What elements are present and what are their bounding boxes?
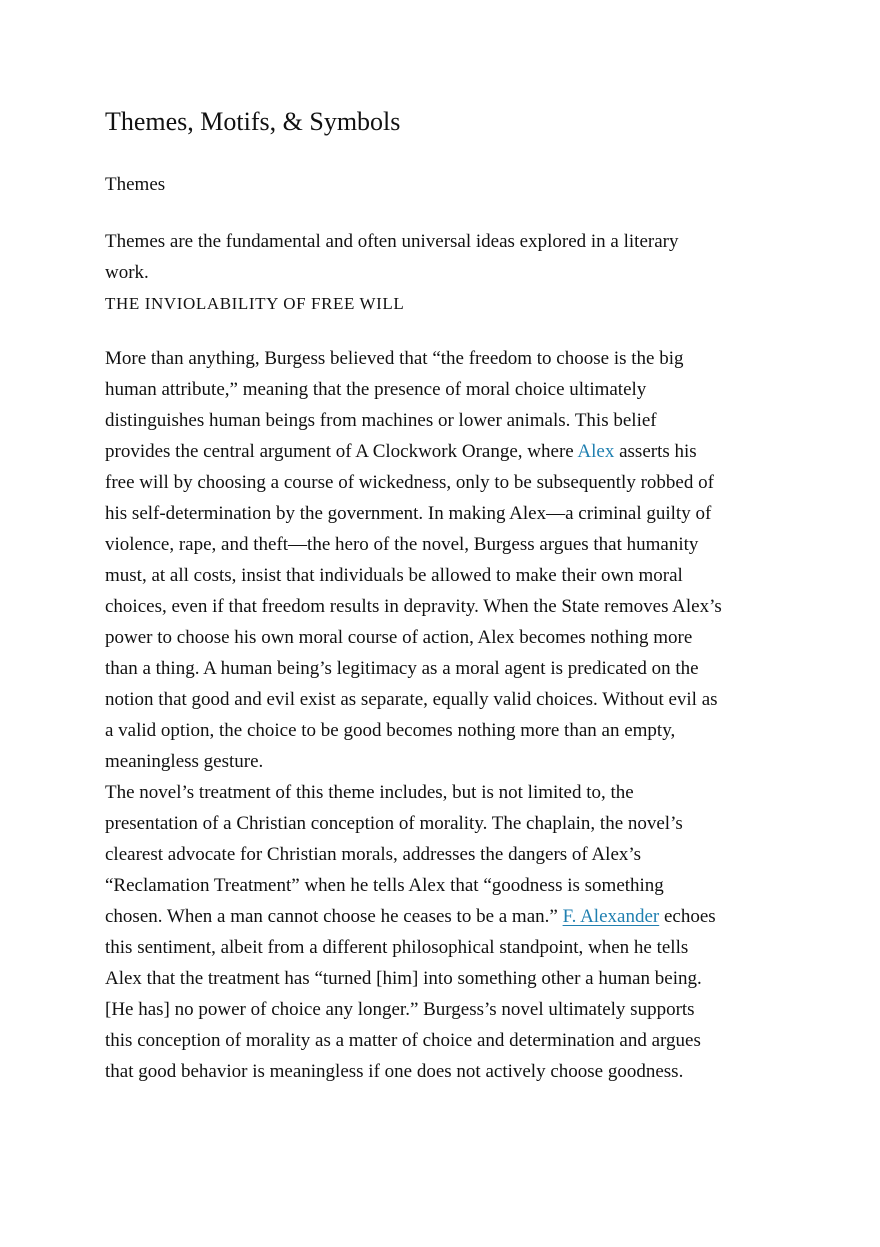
f-alexander-character-link[interactable]: F. Alexander bbox=[562, 906, 660, 927]
paragraph-2-text-after-link: echoes this sentiment, albeit from a different philosophical standpoint, when he tells Alex that the treatment has “turned [him] into something other a human being. [He has] no power of choice any longer.” Burgess’s novel ultimately supports this conception of morality as a matter of choice and determination and argues that good behavior is meaningless if one does not actively choose goodness. bbox=[105, 906, 716, 1082]
paragraph-2-text-before-link: The novel’s treatment of this theme includes, but is not limited to, the presentation of a Christian conception of morality. The chaplain, the novel’s clearest advocate for Christian morals, addresses the dangers of Alex’s “Reclamation Treatment” when he tells Alex that “goodness is something chosen. When a man cannot choose he ceases to be a man.” bbox=[105, 782, 683, 927]
paragraph-1-text-after-link: asserts his free will by choosing a course of wickedness, only to be subsequently robbed of his self-determination by the government. In making Alex—a criminal guilty of violence, rape, and theft—the hero of the novel, Burgess argues that humanity must, at all costs, insist that individuals be allowed to make their own moral choices, even if that freedom results in depravity. When the State removes Alex’s power to choose his own moral course of action, Alex becomes nothing more than a thing. A human being’s legitimacy as a moral agent is predicated on the notion that good and evil exist as separate, equally valid choices. Without evil as a valid option, the choice to be good becomes nothing more than an empty, meaningless gesture. bbox=[105, 441, 722, 772]
alex-character-link[interactable]: Alex bbox=[577, 441, 615, 462]
paragraph-1-text-before-link: More than anything, Burgess believed that “the freedom to choose is the big human attribute,” meaning that the presence of moral choice ultimately distinguishes human beings from machines or lower animals. This belief provides the central argument of A Clockwork Orange, where bbox=[105, 348, 684, 462]
document-page bbox=[105, 104, 725, 1087]
theme-paragraph-1 bbox=[105, 343, 725, 777]
page-title: Themes, Motifs, & Symbols bbox=[105, 107, 401, 136]
section-heading-themes: Themes bbox=[105, 174, 166, 195]
theme-subheading: THE INVIOLABILITY OF FREE WILL bbox=[105, 294, 405, 313]
themes-intro-text: Themes are the fundamental and often universal ideas explored in a literary work. bbox=[105, 231, 679, 283]
theme-paragraph-2 bbox=[105, 777, 725, 1087]
